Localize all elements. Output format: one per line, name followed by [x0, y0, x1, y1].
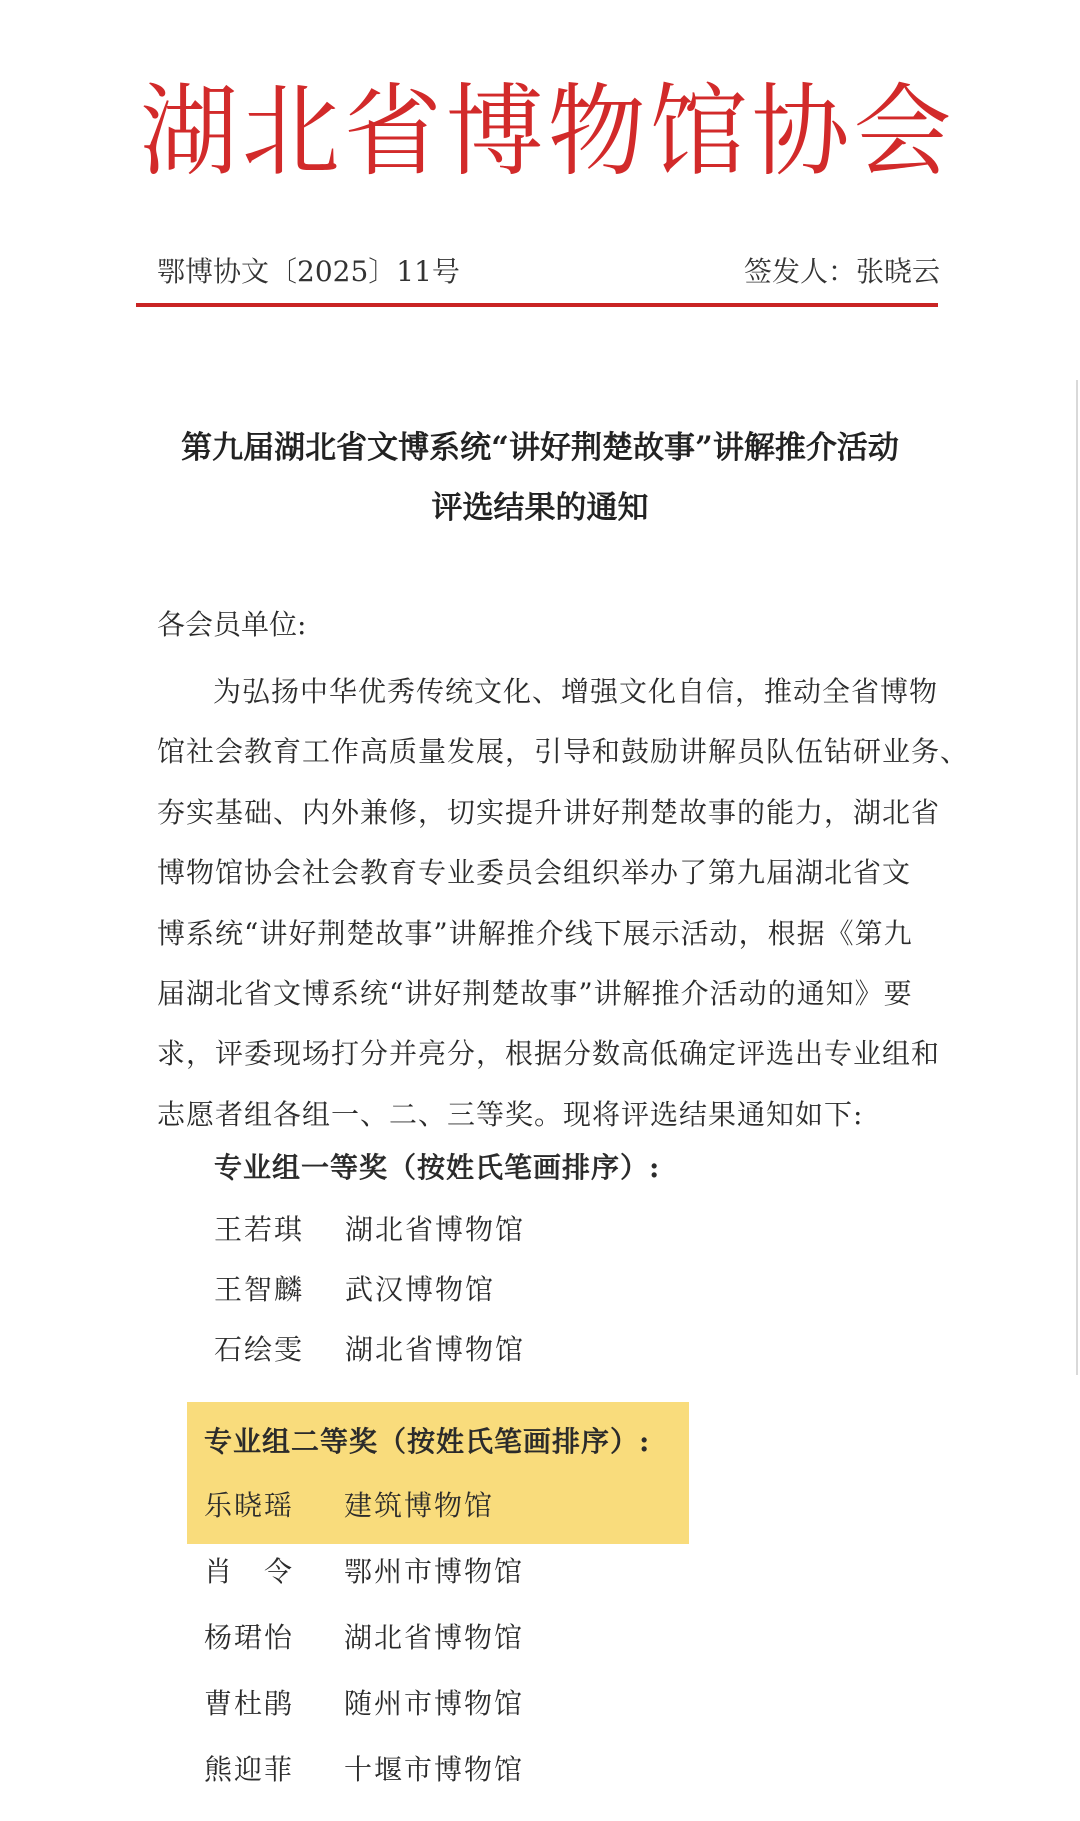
document-number: 鄂博协文〔2025〕11号	[157, 255, 460, 288]
notice-title-line-2: 评选结果的通知	[431, 490, 649, 526]
red-divider	[136, 303, 938, 307]
winner-unit: 湖北省博物馆	[345, 1213, 526, 1246]
winner-name: 王若琪	[214, 1213, 305, 1246]
scan-edge-line	[1076, 380, 1078, 1375]
winner-unit: 十堰市博物馆	[344, 1753, 525, 1786]
body-line: 求，评委现场打分并亮分，根据分数高低确定评选出专业组和	[157, 1037, 941, 1071]
body-line: 馆社会教育工作高质量发展，引导和鼓励讲解员队伍钻研业务、	[157, 735, 970, 769]
organization-title: 湖北省博物馆协会	[140, 73, 956, 190]
winner-name: 石绘雯	[214, 1333, 305, 1366]
winner-unit: 随州市博物馆	[344, 1687, 525, 1720]
winner-unit: 湖北省博物馆	[344, 1621, 525, 1654]
body-paragraph	[157, 662, 970, 1145]
body-line: 志愿者组各组一、二、三等奖。现将评选结果通知如下:	[157, 1097, 864, 1131]
winner-name: 熊迎菲	[204, 1753, 295, 1786]
notice-title	[100, 418, 980, 538]
body-line: 博系统“讲好荆楚故事”讲解推介线下展示活动，根据《第九	[157, 916, 913, 950]
winner-unit: 鄂州市博物馆	[344, 1555, 525, 1588]
winner-name: 王智麟	[214, 1273, 305, 1306]
winner-name: 曹杜鹃	[204, 1687, 295, 1720]
second-prize-heading: 专业组二等奖（按姓氏笔画排序）:	[204, 1425, 651, 1458]
body-line: 届湖北省文博系统“讲好荆楚故事”讲解推介活动的通知》要	[157, 977, 913, 1011]
winner-name: 乐晓瑶	[204, 1489, 295, 1522]
body-line: 博物馆协会社会教育专业委员会组织举办了第九届湖北省文	[157, 856, 912, 890]
winner-name: 肖 令	[204, 1555, 295, 1588]
winner-name: 杨珺怡	[204, 1621, 295, 1654]
body-line: 为弘扬中华优秀传统文化、增强文化自信，推动全省博物	[213, 675, 939, 708]
signer: 签发人：张晓云	[743, 255, 940, 288]
first-prize-heading: 专业组一等奖（按姓氏笔画排序）:	[214, 1151, 661, 1184]
winner-unit: 湖北省博物馆	[345, 1333, 526, 1366]
winner-unit: 建筑博物馆	[344, 1489, 495, 1522]
salutation: 各会员单位:	[157, 608, 307, 641]
notice-title-line-1: 第九届湖北省文博系统“讲好荆楚故事”讲解推介活动	[181, 430, 899, 466]
winner-unit: 武汉博物馆	[345, 1273, 496, 1306]
body-line: 夯实基础、内外兼修，切实提升讲好荆楚故事的能力，湖北省	[157, 795, 941, 829]
